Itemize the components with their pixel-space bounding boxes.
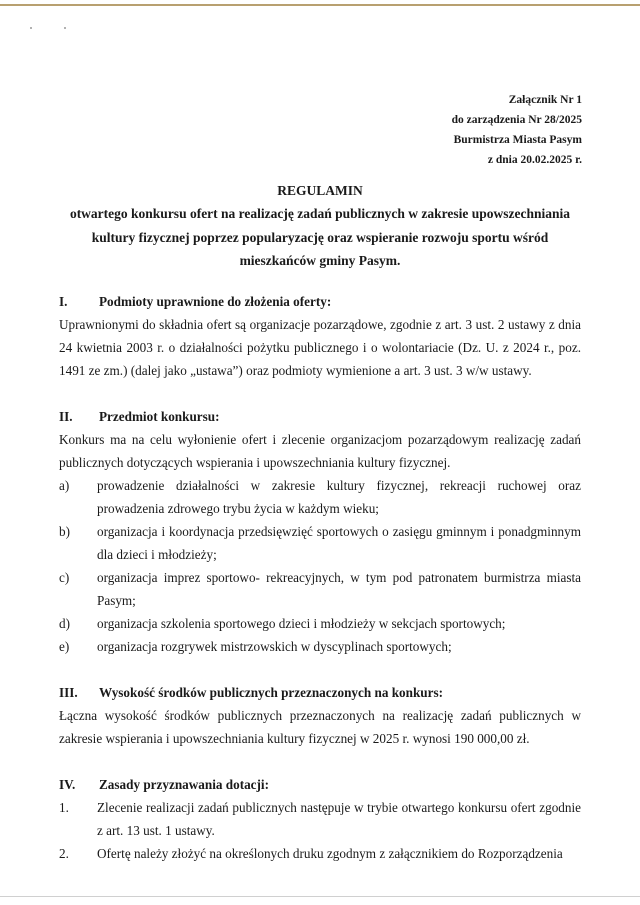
list-marker: e): [59, 639, 70, 654]
section-number: II.: [59, 409, 73, 424]
list-item: [59, 520, 581, 566]
bottom-scan-edge: [0, 896, 640, 897]
section-heading: [59, 405, 581, 428]
section-number: I.: [59, 294, 68, 309]
list-text: prowadzenie działalności w zakresie kultury fizycznej, rekreacji ruchowej oraz prowadzenia zdrowego trybu życia w każdym wieku;: [97, 478, 581, 516]
section-paragraph: Konkurs ma na celu wyłonienie ofert i zlecenie organizacjom pozarządowym realizację zadań publicznych dotyczących wspierania i upowszechniania kultury fizycznej.: [59, 432, 581, 470]
list-text: organizacja rozgrywek mistrzowskich w dyscyplinach sportowych;: [97, 639, 452, 654]
list-text: organizacja imprez sportowo- rekreacyjnych, w tym pod patronatem burmistrza miasta Pasym;: [97, 570, 581, 608]
list-marker: a): [59, 478, 70, 493]
top-border-line: [0, 4, 640, 6]
list-item: [59, 474, 581, 520]
section-heading: [59, 773, 581, 796]
attachment-line: z dnia 20.02.2025 r.: [487, 154, 582, 166]
scan-speck: [30, 27, 32, 29]
attachment-line: Burmistrza Miasta Pasym: [453, 134, 582, 146]
document-subtitle: otwartego konkursu ofert na realizację zadań publicznych w zakresie upowszechniania kultury fizycznej poprzez popularyzację oraz wspieranie rozwoju sportu wśród mieszkańców gminy Pasym.: [69, 206, 571, 268]
list-marker: b): [59, 524, 70, 539]
section-number: III.: [59, 685, 78, 700]
list-item: [59, 796, 581, 842]
document-body: [59, 290, 581, 865]
section-title: Przedmiot konkursu:: [99, 409, 220, 424]
scan-speck: [64, 27, 66, 29]
section-title: Podmioty uprawnione do złożenia oferty:: [99, 294, 332, 309]
list-item: [59, 612, 581, 635]
document-title: REGULAMIN: [277, 183, 363, 198]
list-marker: d): [59, 616, 70, 631]
list-text: Ofertę należy złożyć na określonych druku zgodnym z załącznikiem do Rozporządzenia: [97, 846, 563, 861]
list-marker: c): [59, 570, 70, 585]
list-item: [59, 566, 581, 612]
section-heading: [59, 681, 581, 704]
section-title: Wysokość środków publicznych przeznaczonych na konkurs:: [99, 685, 444, 700]
attachment-line: Załącznik Nr 1: [508, 94, 582, 106]
section-heading: [59, 290, 581, 313]
list-item: [59, 635, 581, 658]
attachment-line: do zarządzenia Nr 28/2025: [451, 114, 582, 126]
section-number: IV.: [59, 777, 76, 792]
list-text: organizacja i koordynacja przedsięwzięć sportowych o zasięgu gminnym i ponadgminnym dla dzieci i młodzieży;: [97, 524, 581, 562]
attachment-note: [452, 90, 582, 170]
list-text: organizacja szkolenia sportowego dzieci i młodzieży w sekcjach sportowych;: [97, 616, 506, 631]
section-title: Zasady przyznawania dotacji:: [99, 777, 269, 792]
list-marker: 2.: [59, 846, 69, 861]
section-paragraph: Łączna wysokość środków publicznych przeznaczonych na realizację zadań publicznych w zakresie wspierania i upowszechniania kultury fizycznej w 2025 r. wynosi 190 000,00 zł.: [59, 708, 581, 746]
document-title-block: [60, 180, 580, 273]
list-marker: 1.: [59, 800, 69, 815]
list-item: [59, 842, 581, 865]
list-text: Zlecenie realizacji zadań publicznych następuje w trybie otwartego konkursu ofert zgodnie z art. 13 ust. 1 ustawy.: [97, 800, 581, 838]
section-paragraph: Uprawnionymi do składnia ofert są organizacje pozarządowe, zgodnie z art. 3 ust. 2 ustawy z dnia 24 kwietnia 2003 r. o działalności pożytku publicznego i o wolontariacie (Dz. U. z 2024 r., poz. 1491 ze zm.) (dalej jako „ustawa”) oraz podmioty wymienione a art. 3 ust. 3 w/w ustawy.: [59, 317, 581, 378]
